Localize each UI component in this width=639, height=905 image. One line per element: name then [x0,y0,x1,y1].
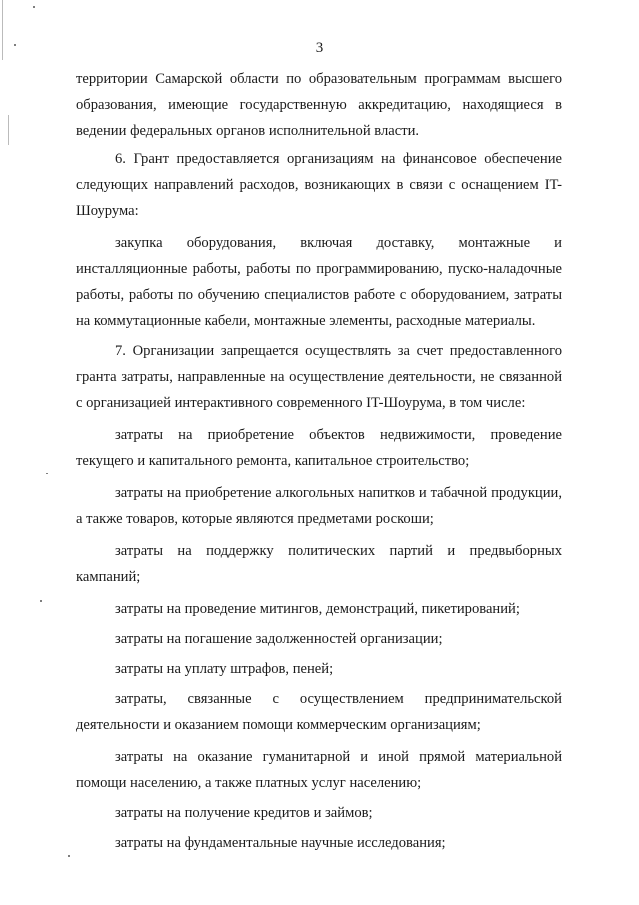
paragraph-continuation: территории Самарской области по образовательным программам высшего образования, имеющие государственную аккредитацию, находящиеся в ведении федеральных органов исполнительной власти. [76,71,562,139]
paragraph-loans: затраты на получение кредитов и займов; [115,805,373,821]
document-body [76,66,562,856]
scan-speck [68,855,70,857]
scan-speck [46,473,48,474]
page-number: 3 [315,40,324,56]
paragraph-rallies: затраты на проведение митингов, демонстраций, пикетирований; [115,601,520,617]
paragraph-humanitarian-aid: затраты на оказание гуманитарной и иной прямой материальной помощи населению, а также платных услуг населению; [76,749,562,791]
paragraph-purchase-equipment: закупка оборудования, включая доставку, монтажные и инсталляционные работы, работы по программированию, пуско-наладочные работы, работы по обучению специалистов работе с оборудованием, затраты на коммутационные кабели, монтажные элементы, расходные материалы. [76,235,562,329]
paragraph-alcohol-tobacco: затраты на приобретение алкогольных напитков и табачной продукции, а также товаров, которые являются предметами роскоши; [76,485,562,527]
paragraph-fines: затраты на уплату штрафов, пеней; [115,661,334,677]
paragraph-real-estate: затраты на приобретение объектов недвижимости, проведение текущего и капитального ремонта, капитальное строительство; [76,427,562,469]
paragraph-commercial-activity: затраты, связанные с осуществлением предпринимательской деятельности и оказанием помощи коммерческим организациям; [76,691,562,733]
paragraph-item-7: 7. Организации запрещается осуществлять за счет предоставленного гранта затраты, направленные на осуществление деятельности, не связанной с организацией интерактивного современного IT-Шоурума, в том числе: [76,343,562,411]
paragraph-item-6: 6. Грант предоставляется организациям на финансовое обеспечение следующих направлений расходов, возникающих в связи с оснащением IT-Шоурума: [76,151,562,219]
paragraph-political-parties: затраты на поддержку политических партий и предвыборных кампаний; [76,543,562,585]
scan-speck [33,6,35,8]
paragraph-research: затраты на фундаментальные научные исследования; [115,835,446,851]
scan-speck [40,600,42,602]
scan-edge-line [8,115,9,145]
paragraph-debts: затраты на погашение задолженностей организации; [115,631,443,647]
